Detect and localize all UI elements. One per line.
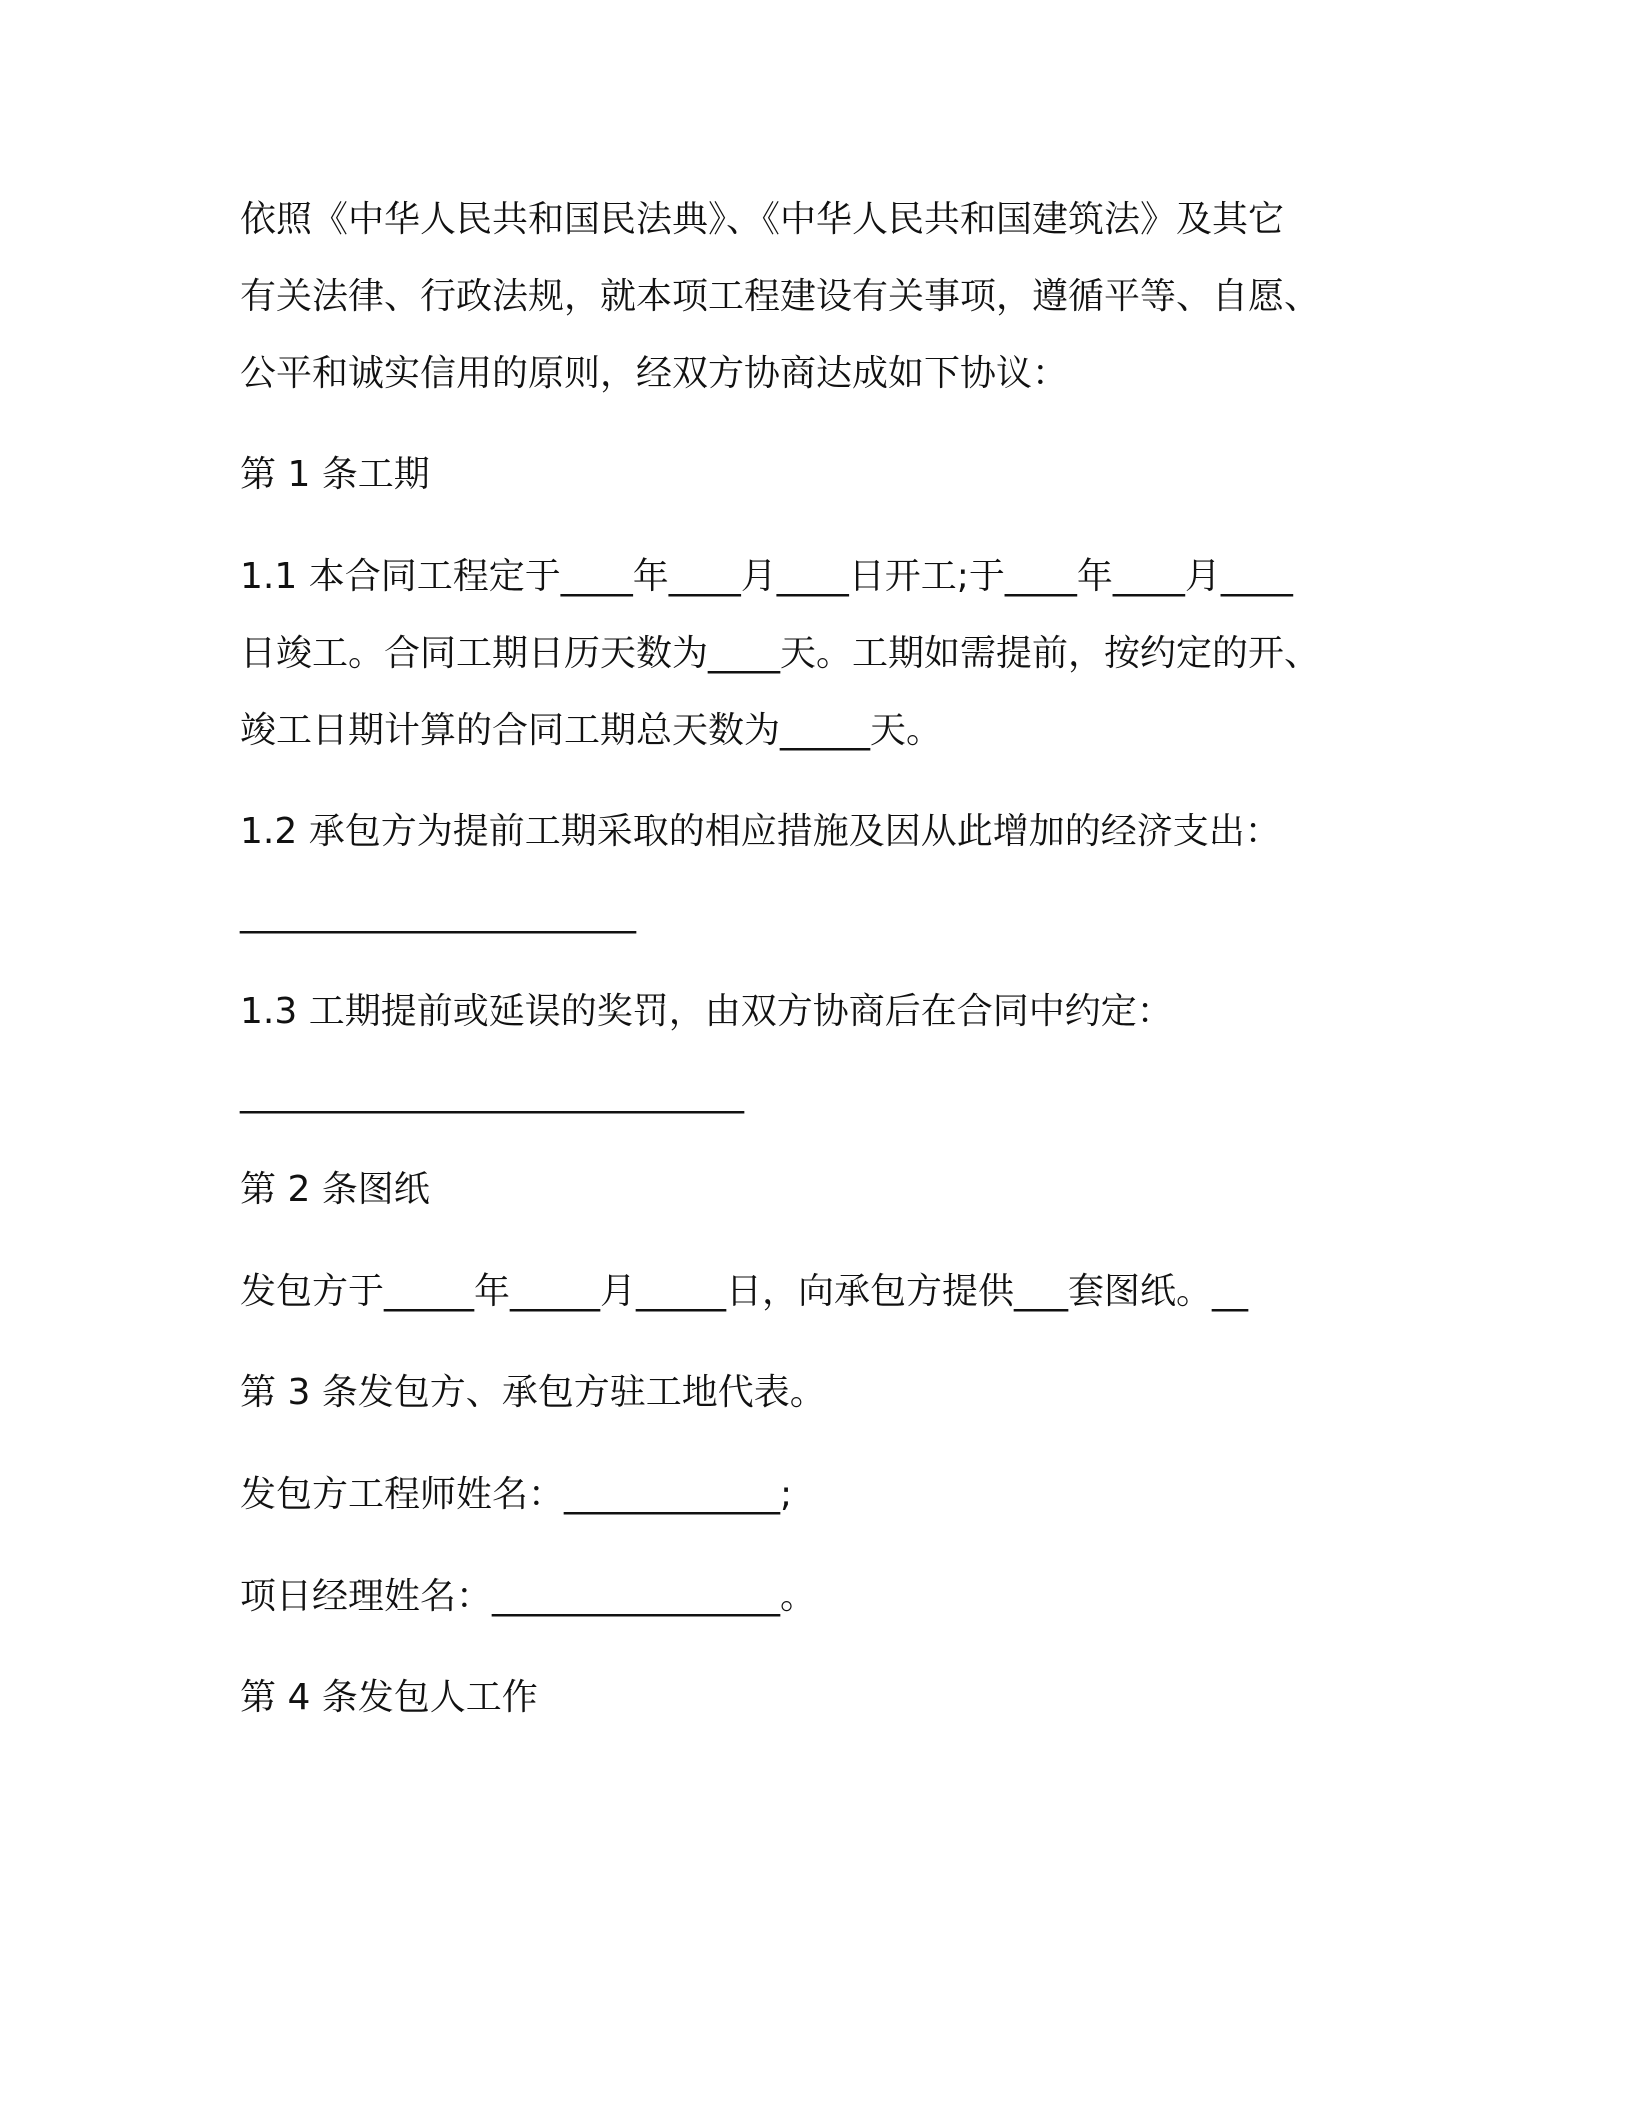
clause-1-1-line-2: 日竣工。合同工期日历天数为____天。工期如需提前，按约定的开、 bbox=[240, 633, 1321, 674]
article-1-heading: 第 1 条工期 bbox=[240, 454, 430, 495]
employer-engineer-name: 发包方工程师姓名：____________; bbox=[240, 1474, 793, 1515]
clause-1-3-blank: ____________________________ bbox=[240, 1073, 744, 1114]
clause-1-1-line-3: 竣工日期计算的合同工期总天数为_____天。 bbox=[240, 710, 943, 751]
intro-line-1: 依照《中华人民共和国民法典》、《中华人民共和国建筑法》及其它 bbox=[240, 199, 1285, 240]
project-manager-name: 项日经理姓名：________________。 bbox=[240, 1576, 817, 1617]
intro-line-2: 有关法律、行政法规，就本项工程建设有关事项，遵循平等、自愿、 bbox=[240, 276, 1321, 317]
article-3-heading: 第 3 条发包方、承包方驻工地代表。 bbox=[240, 1372, 826, 1413]
intro-line-3: 公平和诚实信用的原则，经双方协商达成如下协议： bbox=[240, 353, 1069, 394]
article-2-body: 发包方于_____年_____月_____日，向承包方提供___套图纸。__ bbox=[240, 1271, 1249, 1312]
clause-1-2: 1.2 承包方为提前工期采取的相应措施及因从此增加的经济支出： bbox=[240, 811, 1281, 852]
clause-1-1-line-1: 1.1 本合同工程定于____年____月____日开工;于____年____月____ bbox=[240, 556, 1293, 597]
article-4-heading: 第 4 条发包人工作 bbox=[240, 1677, 538, 1718]
clause-1-3: 1.3 工期提前或延误的奖罚，由双方协商后在合同中约定： bbox=[240, 991, 1173, 1032]
article-2-heading: 第 2 条图纸 bbox=[240, 1169, 430, 1210]
clause-1-2-blank: ______________________ bbox=[240, 893, 636, 934]
